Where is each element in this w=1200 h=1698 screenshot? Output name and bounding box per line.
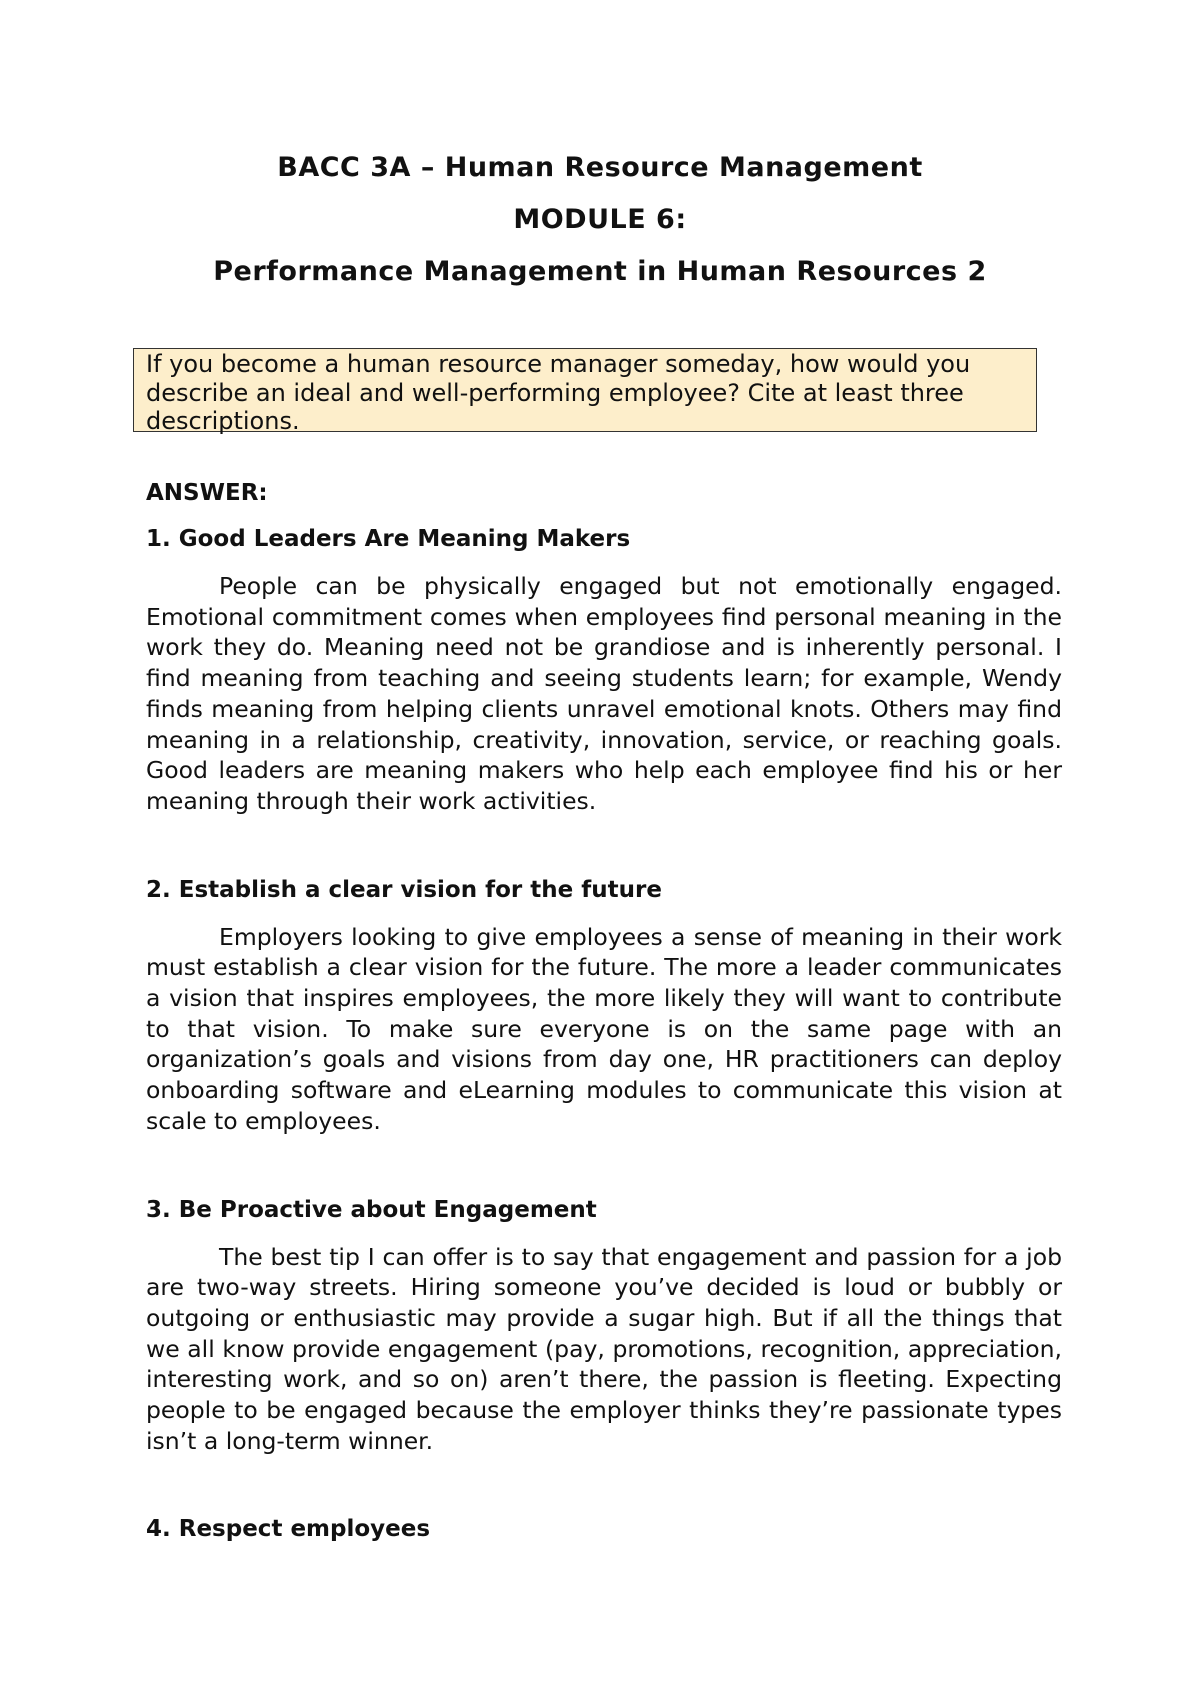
section-heading: 2. Establish a clear vision for the future — [146, 876, 662, 903]
question-prompt-box — [133, 348, 1037, 435]
section-heading: 4. Respect employees — [146, 1516, 431, 1543]
section-body: Employers looking to give employees a sense of meaning in their work must establish a clear vision for the future. The more a leader communicates a vision that inspires employees, the more likely they will want to contribute to that vision. To make sure everyone is on the same page with an organization’s goals and visions from day one, HR practitioners can deploy onboarding software and eLearning modules to communicate this vision at scale to employees. — [146, 922, 1062, 1135]
section-4 — [146, 1514, 1062, 1544]
section-2 — [146, 875, 1062, 1137]
section-1 — [146, 524, 1062, 817]
section-body: The best tip I can offer is to say that engagement and passion for a job are two-way streets. Hiring someone you’ve decided is loud or bubbly or outgoing or enthusiastic may provide a sugar high. But if all the things that we all know provide engagement (pay, promotions, recognition, appreciation, interesting work, and so on) aren’t there, the passion is fleeting. Expecting people to be engaged because the employer thinks they’re passionate types isn’t a long-term winner. — [146, 1242, 1062, 1455]
section-body: People can be physically engaged but not emotionally engaged. Emotional commitment comes when employees find personal meaning in the work they do. Meaning need not be grandiose and is inherently personal. I find meaning from teaching and seeing students learn; for example, Wendy finds meaning from helping clients unravel emotional knots. Others may find meaning in a relationship, creativity, innovation, service, or reaching goals. Good leaders are meaning makers who help each employee find his or her meaning through their work activities. — [146, 572, 1062, 815]
title-block — [0, 142, 1200, 298]
topic-title: Performance Management in Human Resources 2 — [213, 256, 987, 287]
module-title: MODULE 6: — [513, 204, 687, 235]
answer-label: ANSWER: — [146, 480, 268, 506]
section-3 — [146, 1195, 1062, 1457]
answer-content — [146, 478, 1062, 1602]
course-title: BACC 3A – Human Resource Management — [277, 152, 923, 183]
section-heading: 3. Be Proactive about Engagement — [146, 1196, 597, 1223]
question-prompt-text: If you become a human resource manager someday, how would you describe an ideal and well-performing employee? Cite at least three descriptions. — [146, 350, 971, 435]
section-heading: 1. Good Leaders Are Meaning Makers — [146, 526, 631, 552]
